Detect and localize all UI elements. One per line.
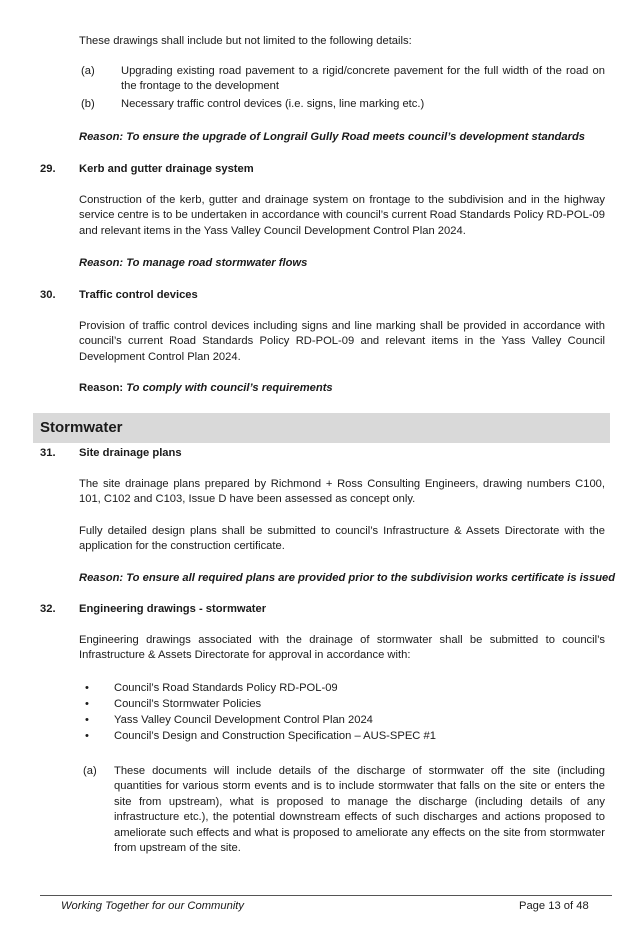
- item-32-body: Engineering drawings associated with the drainage of stormwater shall be submitted to council’s Infrastructure & Assets Directorate for approval in accordance with:: [79, 634, 605, 662]
- item-30-body: Provision of traffic control devices including signs and line marking shall be provided in accordance with council’s current Road Standards Policy RD-POL-09 and relevant items in the Yass Valley Council Development Control Plan 2024.: [79, 320, 605, 363]
- footer-tagline: Working Together for our Community: [61, 900, 245, 912]
- item-31-body-2: Fully detailed design plans shall be submitted to council’s Infrastructure & Assets Directorate with the application for the construction certificate.: [79, 525, 605, 553]
- item-29-body: Construction of the kerb, gutter and drainage system on frontage to the subdivision and in the highway service centre is to be undertaken in accordance with council’s current Road Standards Policy RD-POL-09 and relevant items in the Yass Valley Council Development Control Plan 2024.: [79, 194, 605, 237]
- bullet-icon: •: [85, 682, 89, 694]
- list-text-b: Necessary traffic control devices (i.e. signs, line marking etc.): [121, 98, 425, 110]
- item-30-number: 30.: [40, 289, 56, 301]
- reason-28: Reason: To ensure the upgrade of Longrail Gully Road meets council’s development standards: [79, 131, 586, 143]
- item-31-title: Site drainage plans: [79, 447, 182, 459]
- item-30-reason: [79, 381, 619, 396]
- bullet-item: Yass Valley Council Development Control Plan 2024: [114, 714, 373, 726]
- list-text-a: Upgrading existing road pavement to a rigid/concrete pavement for the full width of the road on the frontage to the development: [121, 65, 605, 93]
- bullet-icon: •: [85, 698, 89, 710]
- bullet-item: Council’s Design and Construction Specification – AUS-SPEC #1: [114, 730, 436, 742]
- item-30-reason-label: Reason:: [79, 382, 124, 394]
- item-31-reason: Reason: To ensure all required plans are provided prior to the subdivision works certificate is issued: [79, 572, 616, 584]
- list-label-b: (b): [81, 98, 95, 110]
- page-number: Page 13 of 48: [519, 900, 589, 912]
- bullet-item: Council’s Stormwater Policies: [114, 698, 262, 710]
- item-30-title: Traffic control devices: [79, 289, 198, 301]
- item-29-reason: Reason: To manage road stormwater flows: [79, 257, 308, 269]
- list-label-a: (a): [81, 65, 95, 77]
- item-29-number: 29.: [40, 163, 56, 175]
- item-32-number: 32.: [40, 603, 56, 615]
- item-29-title: Kerb and gutter drainage system: [79, 163, 254, 175]
- footer-divider: [40, 895, 612, 896]
- item-31-number: 31.: [40, 447, 56, 459]
- sub-a-text: These documents will include details of the discharge of stormwater off the site (including quantities for various storm events and is to include stormwater that falls on the site or enters the site from upstream), what is proposed to manage the discharge (including details of any infrastructure etc.), the potential downstream effects of such discharges and actions proposed to ameliorate such effects and what is proposed to ameliorate any effects on the site from stormwater from upstream of the site.: [114, 765, 605, 855]
- bullet-icon: •: [85, 714, 89, 726]
- item-32-title: Engineering drawings - stormwater: [79, 603, 267, 615]
- section-header-bar: [33, 413, 610, 443]
- intro-text: These drawings shall include but not limited to the following details:: [79, 35, 412, 47]
- bullet-item: Council’s Road Standards Policy RD-POL-09: [114, 682, 338, 694]
- section-title: Stormwater: [40, 419, 123, 436]
- bullet-icon: •: [85, 730, 89, 742]
- sub-a-label: (a): [83, 765, 97, 777]
- item-30-reason-text: To comply with council’s requirements: [126, 382, 333, 394]
- item-31-body-1: The site drainage plans prepared by Richmond + Ross Consulting Engineers, drawing numbers C100, 101, C102 and C103, Issue D have been assessed as concept only.: [79, 478, 605, 506]
